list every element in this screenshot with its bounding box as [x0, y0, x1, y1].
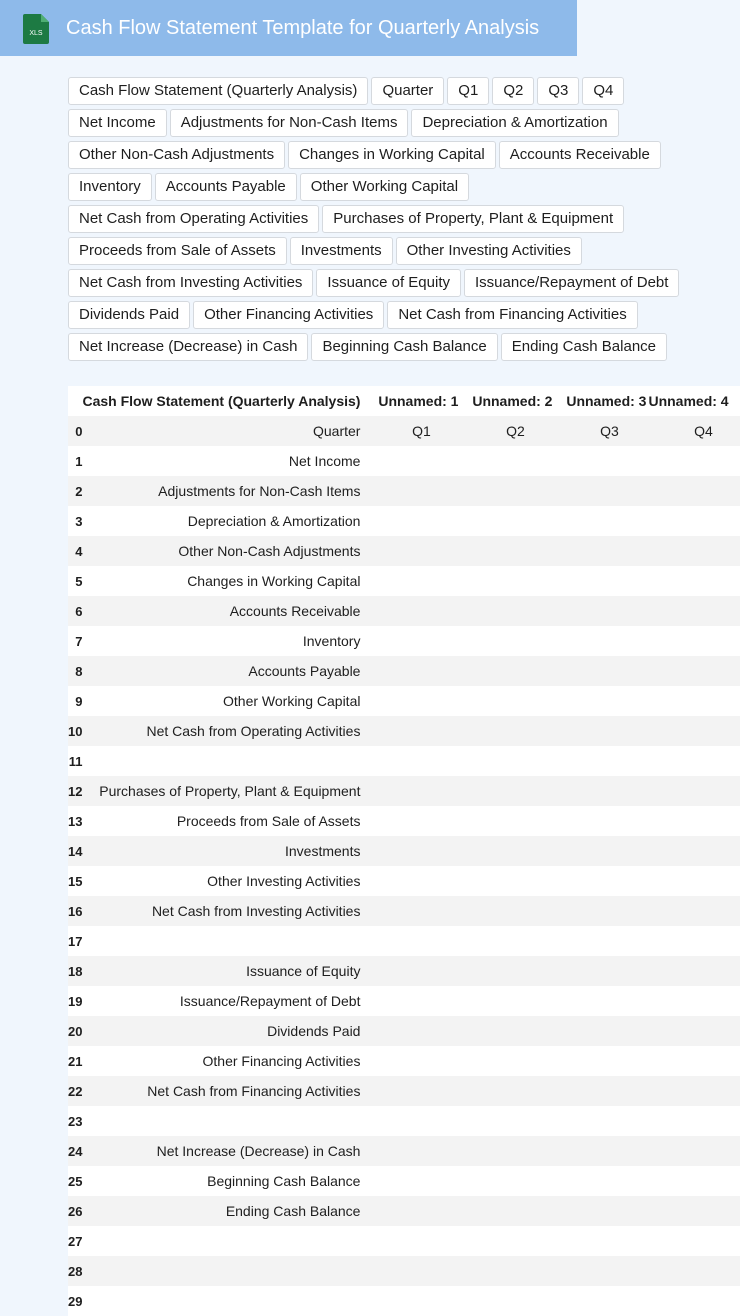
column-chip[interactable]: Cash Flow Statement (Quarterly Analysis): [68, 77, 368, 105]
value-cell[interactable]: [646, 1046, 740, 1076]
column-filter-chips: [68, 77, 688, 365]
value-cell[interactable]: [552, 746, 646, 776]
value-cell[interactable]: [364, 986, 458, 1016]
row-index: 17: [68, 926, 82, 956]
value-cell[interactable]: [458, 1226, 552, 1256]
value-cell[interactable]: [646, 836, 740, 866]
chip-row: [68, 205, 688, 233]
row-index: 3: [68, 506, 82, 536]
chip-row: [68, 173, 688, 201]
value-cell[interactable]: [364, 746, 458, 776]
cell-value: Q1: [412, 423, 431, 439]
value-cell[interactable]: [646, 416, 740, 446]
value-cell[interactable]: [364, 926, 458, 956]
value-cell[interactable]: [364, 1226, 458, 1256]
row-label-cell[interactable]: Net Cash from Investing Activities: [82, 896, 364, 926]
table-row: [68, 686, 740, 716]
table-header-row: [68, 386, 740, 416]
row-label-cell[interactable]: [82, 1286, 364, 1316]
row-index: 4: [68, 536, 82, 566]
row-index: 10: [68, 716, 82, 746]
value-cell[interactable]: [552, 986, 646, 1016]
value-cell[interactable]: [646, 1286, 740, 1316]
value-cell[interactable]: [552, 1166, 646, 1196]
value-cell[interactable]: [646, 806, 740, 836]
value-cell[interactable]: [364, 1106, 458, 1136]
row-index: 26: [68, 1196, 82, 1226]
value-cell[interactable]: [364, 716, 458, 746]
chip-row: [68, 237, 688, 265]
row-index: 6: [68, 596, 82, 626]
table-row: [68, 416, 740, 446]
value-cell[interactable]: [458, 1286, 552, 1316]
value-cell[interactable]: [552, 866, 646, 896]
value-cell[interactable]: [552, 596, 646, 626]
value-cell[interactable]: [552, 1106, 646, 1136]
column-chip[interactable]: Accounts Receivable: [499, 141, 661, 169]
value-cell[interactable]: [552, 446, 646, 476]
value-cell[interactable]: [646, 746, 740, 776]
column-header[interactable]: Unnamed: 1: [364, 386, 458, 416]
table-row: [68, 866, 740, 896]
value-cell[interactable]: [552, 476, 646, 506]
cell-value: Q4: [694, 423, 713, 439]
value-cell[interactable]: [364, 1256, 458, 1286]
value-cell[interactable]: [458, 836, 552, 866]
table-row: [68, 1046, 740, 1076]
value-cell[interactable]: [458, 656, 552, 686]
row-index: 8: [68, 656, 82, 686]
value-cell[interactable]: [646, 1196, 740, 1226]
cell-value: Q2: [506, 423, 525, 439]
row-label-cell[interactable]: Changes in Working Capital: [82, 566, 364, 596]
value-cell[interactable]: [364, 956, 458, 986]
value-cell[interactable]: [458, 476, 552, 506]
column-chip[interactable]: Net Income: [68, 109, 167, 137]
value-cell[interactable]: [458, 566, 552, 596]
row-label-cell[interactable]: Proceeds from Sale of Assets: [82, 806, 364, 836]
value-cell[interactable]: [646, 1106, 740, 1136]
value-cell[interactable]: [552, 1226, 646, 1256]
table-row: [68, 1226, 740, 1256]
row-label-cell[interactable]: Adjustments for Non-Cash Items: [82, 476, 364, 506]
value-cell[interactable]: [646, 656, 740, 686]
value-cell[interactable]: [458, 956, 552, 986]
table-row: [68, 926, 740, 956]
value-cell[interactable]: [646, 596, 740, 626]
value-cell[interactable]: [646, 1076, 740, 1106]
value-cell[interactable]: [458, 686, 552, 716]
value-cell[interactable]: [552, 1136, 646, 1166]
value-cell[interactable]: [646, 536, 740, 566]
row-index: 21: [68, 1046, 82, 1076]
row-index: 19: [68, 986, 82, 1016]
row-label-cell[interactable]: Other Investing Activities: [82, 866, 364, 896]
value-cell[interactable]: [646, 1166, 740, 1196]
row-index: 5: [68, 566, 82, 596]
table-row: [68, 626, 740, 656]
column-chip[interactable]: Net Cash from Financing Activities: [387, 301, 637, 329]
column-chip[interactable]: Net Cash from Investing Activities: [68, 269, 313, 297]
table-row: [68, 1016, 740, 1046]
value-cell[interactable]: [552, 896, 646, 926]
row-label-cell[interactable]: Investments: [82, 836, 364, 866]
cell-value: Q3: [600, 423, 619, 439]
table-row: [68, 446, 740, 476]
column-chip[interactable]: Dividends Paid: [68, 301, 190, 329]
row-index: 18: [68, 956, 82, 986]
row-label-cell[interactable]: Net Cash from Financing Activities: [82, 1076, 364, 1106]
value-cell[interactable]: [364, 896, 458, 926]
value-cell[interactable]: [552, 1286, 646, 1316]
value-cell[interactable]: [552, 1076, 646, 1106]
value-cell[interactable]: [552, 1256, 646, 1286]
value-cell[interactable]: [552, 686, 646, 716]
row-label-cell[interactable]: Issuance of Equity: [82, 956, 364, 986]
row-index: 1: [68, 446, 82, 476]
value-cell[interactable]: [646, 1016, 740, 1046]
chip-row: [68, 109, 688, 137]
table-row: [68, 536, 740, 566]
row-index: 24: [68, 1136, 82, 1166]
value-cell[interactable]: [552, 926, 646, 956]
table-row: [68, 1076, 740, 1106]
column-header[interactable]: Unnamed: 3: [552, 386, 646, 416]
value-cell[interactable]: [364, 1016, 458, 1046]
row-label-cell[interactable]: Net Increase (Decrease) in Cash: [82, 1136, 364, 1166]
value-cell[interactable]: [364, 1136, 458, 1166]
value-cell[interactable]: [458, 446, 552, 476]
row-index: 16: [68, 896, 82, 926]
row-label-cell[interactable]: Dividends Paid: [82, 1016, 364, 1046]
page-title: Cash Flow Statement Template for Quarterly Analysis: [66, 17, 540, 39]
column-header[interactable]: Cash Flow Statement (Quarterly Analysis): [82, 386, 364, 416]
column-chip[interactable]: Issuance of Equity: [316, 269, 461, 297]
data-table: [68, 386, 740, 1316]
column-chip[interactable]: Investments: [290, 237, 393, 265]
chip-row: [68, 141, 688, 169]
value-cell[interactable]: [552, 956, 646, 986]
column-chip[interactable]: Q4: [582, 77, 624, 105]
table-row: [68, 746, 740, 776]
table-row: [68, 986, 740, 1016]
value-cell[interactable]: [646, 1256, 740, 1286]
spreadsheet-file-icon: [23, 14, 49, 44]
row-label-cell[interactable]: Ending Cash Balance: [82, 1196, 364, 1226]
row-index: 9: [68, 686, 82, 716]
value-cell[interactable]: [458, 776, 552, 806]
value-cell[interactable]: [364, 686, 458, 716]
column-chip[interactable]: Other Non-Cash Adjustments: [68, 141, 285, 169]
value-cell[interactable]: [364, 626, 458, 656]
column-chip[interactable]: Q3: [537, 77, 579, 105]
value-cell[interactable]: [646, 626, 740, 656]
row-index: 14: [68, 836, 82, 866]
row-index: 11: [68, 746, 82, 776]
value-cell[interactable]: [458, 986, 552, 1016]
value-cell[interactable]: [458, 1136, 552, 1166]
value-cell[interactable]: [458, 1106, 552, 1136]
row-index: 13: [68, 806, 82, 836]
value-cell[interactable]: [552, 716, 646, 746]
column-chip[interactable]: Ending Cash Balance: [501, 333, 667, 361]
row-label-cell[interactable]: Quarter: [82, 416, 364, 446]
value-cell[interactable]: [552, 506, 646, 536]
value-cell[interactable]: [458, 506, 552, 536]
index-header: [68, 386, 82, 416]
value-cell[interactable]: [458, 1046, 552, 1076]
column-chip[interactable]: Changes in Working Capital: [288, 141, 496, 169]
row-index: 12: [68, 776, 82, 806]
row-index: 22: [68, 1076, 82, 1106]
column-chip[interactable]: Purchases of Property, Plant & Equipment: [322, 205, 624, 233]
value-cell[interactable]: [552, 1016, 646, 1046]
value-cell[interactable]: [364, 536, 458, 566]
value-cell[interactable]: [364, 866, 458, 896]
row-index: 7: [68, 626, 82, 656]
value-cell[interactable]: [646, 866, 740, 896]
value-cell[interactable]: [458, 896, 552, 926]
table-row: [68, 1106, 740, 1136]
row-label-cell[interactable]: Inventory: [82, 626, 364, 656]
row-label-cell[interactable]: [82, 746, 364, 776]
table-row: [68, 1256, 740, 1286]
value-cell[interactable]: [458, 536, 552, 566]
row-label-cell[interactable]: [82, 1256, 364, 1286]
value-cell[interactable]: [646, 476, 740, 506]
value-cell[interactable]: [364, 1196, 458, 1226]
value-cell[interactable]: [552, 416, 646, 446]
column-chip[interactable]: Issuance/Repayment of Debt: [464, 269, 679, 297]
value-cell[interactable]: [552, 806, 646, 836]
value-cell[interactable]: [364, 1166, 458, 1196]
value-cell[interactable]: [458, 1166, 552, 1196]
column-chip[interactable]: Inventory: [68, 173, 152, 201]
value-cell[interactable]: [646, 1226, 740, 1256]
row-index: 28: [68, 1256, 82, 1286]
table-row: [68, 1166, 740, 1196]
column-chip[interactable]: Depreciation & Amortization: [411, 109, 618, 137]
value-cell[interactable]: [364, 656, 458, 686]
table-row: [68, 1286, 740, 1316]
column-chip[interactable]: Quarter: [371, 77, 444, 105]
value-cell[interactable]: [458, 806, 552, 836]
value-cell[interactable]: [364, 566, 458, 596]
column-chip[interactable]: Beginning Cash Balance: [311, 333, 497, 361]
value-cell[interactable]: [364, 776, 458, 806]
column-header[interactable]: Unnamed: 4: [646, 386, 740, 416]
table-row: [68, 476, 740, 506]
icon-label: XLS: [29, 30, 43, 37]
title-bar: [0, 0, 577, 56]
table-row: [68, 506, 740, 536]
column-header[interactable]: Unnamed: 2: [458, 386, 552, 416]
table-row: [68, 716, 740, 746]
value-cell[interactable]: [458, 416, 552, 446]
row-index: 27: [68, 1226, 82, 1256]
value-cell[interactable]: [458, 866, 552, 896]
value-cell[interactable]: [552, 1196, 646, 1226]
value-cell[interactable]: [646, 716, 740, 746]
chip-row: [68, 77, 688, 105]
row-index: 20: [68, 1016, 82, 1046]
table-row: [68, 956, 740, 986]
value-cell[interactable]: [646, 446, 740, 476]
column-chip[interactable]: Net Increase (Decrease) in Cash: [68, 333, 308, 361]
value-cell[interactable]: [552, 626, 646, 656]
row-label-cell[interactable]: Accounts Receivable: [82, 596, 364, 626]
value-cell[interactable]: [458, 716, 552, 746]
table-row: [68, 596, 740, 626]
value-cell[interactable]: [646, 986, 740, 1016]
value-cell[interactable]: [364, 506, 458, 536]
row-label-cell[interactable]: Issuance/Repayment of Debt: [82, 986, 364, 1016]
row-label-cell[interactable]: [82, 1106, 364, 1136]
value-cell[interactable]: [364, 416, 458, 446]
table-row: [68, 806, 740, 836]
value-cell[interactable]: [458, 746, 552, 776]
row-index: 29: [68, 1286, 82, 1316]
table-row: [68, 1136, 740, 1166]
value-cell[interactable]: [364, 596, 458, 626]
row-label-cell[interactable]: Other Non-Cash Adjustments: [82, 536, 364, 566]
value-cell[interactable]: [458, 1196, 552, 1226]
value-cell[interactable]: [646, 956, 740, 986]
value-cell[interactable]: [364, 446, 458, 476]
column-chip[interactable]: Other Investing Activities: [396, 237, 582, 265]
value-cell[interactable]: [646, 686, 740, 716]
column-chip[interactable]: Other Working Capital: [300, 173, 469, 201]
value-cell[interactable]: [458, 1076, 552, 1106]
table-row: [68, 896, 740, 926]
value-cell[interactable]: [552, 656, 646, 686]
value-cell[interactable]: [552, 566, 646, 596]
table-row: [68, 776, 740, 806]
value-cell[interactable]: [646, 1136, 740, 1166]
column-chip[interactable]: Q2: [492, 77, 534, 105]
value-cell[interactable]: [364, 1286, 458, 1316]
chip-row: [68, 269, 688, 297]
row-label-cell[interactable]: Net Income: [82, 446, 364, 476]
value-cell[interactable]: [364, 476, 458, 506]
row-label-cell[interactable]: Depreciation & Amortization: [82, 506, 364, 536]
row-label-cell[interactable]: [82, 1226, 364, 1256]
value-cell[interactable]: [364, 836, 458, 866]
row-index: 25: [68, 1166, 82, 1196]
chip-row: [68, 301, 688, 329]
value-cell[interactable]: [552, 776, 646, 806]
value-cell[interactable]: [646, 506, 740, 536]
row-label-cell[interactable]: [82, 926, 364, 956]
value-cell[interactable]: [364, 806, 458, 836]
value-cell[interactable]: [646, 896, 740, 926]
row-label-cell[interactable]: Purchases of Property, Plant & Equipment: [82, 776, 364, 806]
row-label-cell[interactable]: Net Cash from Operating Activities: [82, 716, 364, 746]
column-chip[interactable]: Adjustments for Non-Cash Items: [170, 109, 409, 137]
row-index: 15: [68, 866, 82, 896]
column-chip[interactable]: Proceeds from Sale of Assets: [68, 237, 287, 265]
value-cell[interactable]: [552, 1046, 646, 1076]
row-label-cell[interactable]: Accounts Payable: [82, 656, 364, 686]
value-cell[interactable]: [458, 926, 552, 956]
row-index: 2: [68, 476, 82, 506]
row-index: 0: [68, 416, 82, 446]
table-row: [68, 656, 740, 686]
value-cell[interactable]: [364, 1046, 458, 1076]
row-label-cell[interactable]: Other Working Capital: [82, 686, 364, 716]
column-chip[interactable]: Other Financing Activities: [193, 301, 384, 329]
column-chip[interactable]: Q1: [447, 77, 489, 105]
column-chip[interactable]: Net Cash from Operating Activities: [68, 205, 319, 233]
row-label-cell[interactable]: Beginning Cash Balance: [82, 1166, 364, 1196]
table-row: [68, 566, 740, 596]
value-cell[interactable]: [458, 626, 552, 656]
row-label-cell[interactable]: Other Financing Activities: [82, 1046, 364, 1076]
table-row: [68, 836, 740, 866]
value-cell[interactable]: [646, 566, 740, 596]
value-cell[interactable]: [364, 1076, 458, 1106]
value-cell[interactable]: [552, 836, 646, 866]
row-index: 23: [68, 1106, 82, 1136]
value-cell[interactable]: [458, 1256, 552, 1286]
value-cell[interactable]: [646, 926, 740, 956]
value-cell[interactable]: [552, 536, 646, 566]
chip-row: [68, 333, 688, 361]
value-cell[interactable]: [646, 776, 740, 806]
value-cell[interactable]: [458, 1016, 552, 1046]
column-chip[interactable]: Accounts Payable: [155, 173, 297, 201]
value-cell[interactable]: [458, 596, 552, 626]
data-table-viewport[interactable]: [68, 386, 729, 1309]
table-row: [68, 1196, 740, 1226]
